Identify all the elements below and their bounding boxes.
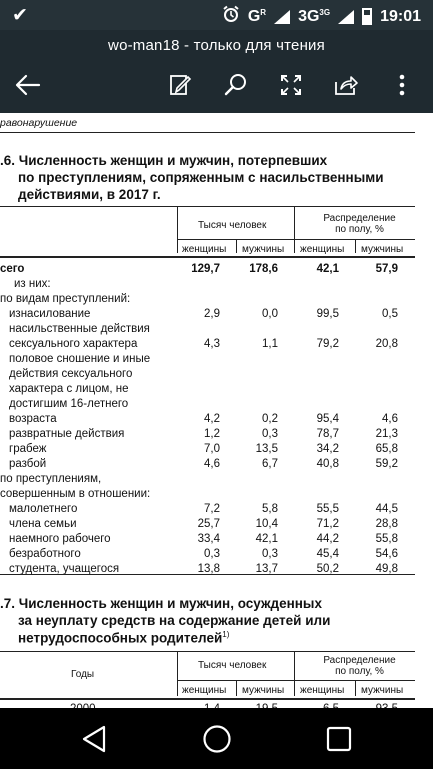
col-header-women-2: женщины [300,244,345,255]
table1-cell: 34,2 [316,443,339,455]
table1-cell: 42,1 [255,533,278,545]
table1-row-label: возраста [9,413,57,425]
navigation-bar [0,708,433,769]
status-bar [0,0,433,30]
table1-row-label: из них: [14,278,51,290]
table1-vline-3 [294,206,295,253]
app-bar [0,30,433,113]
table1-bottom-rule [0,574,415,575]
alarm-icon [222,5,240,28]
home-circle-icon[interactable] [200,722,234,756]
table1-title-line3: действиями, в 2017 г. [18,187,161,202]
edit-icon[interactable] [163,70,197,100]
network-type-1: $G^R$ [247,7,267,25]
table1-header-rule [0,256,415,258]
table1-cell: 4,6 [382,413,398,425]
status-icons [222,5,421,28]
t2-col-header-women-1: женщины [182,685,227,696]
back-arrow-icon[interactable] [11,70,45,100]
table1-row-label: безработного [9,548,81,560]
table2-group-header-distribution-2: по полу, % [335,666,384,677]
table1-cell: 45,4 [316,548,339,560]
table1-cell: 42,1 [316,263,339,275]
table1-row-label: члена семьи [9,518,77,530]
table1-cell: 7,2 [204,503,220,515]
table1-vline-2 [236,239,237,253]
back-triangle-icon[interactable] [77,722,111,756]
clock: 19:01 [380,7,421,25]
table2-vline-3 [294,651,295,696]
table1-row-label: по преступлениям, [0,473,102,485]
table1-cell: 1,2 [204,428,220,440]
table1-row-label: студента, учащегося [9,563,120,575]
table1-cell: 10,4 [255,518,278,530]
table1-cell: 55,8 [375,533,398,545]
table1-top-rule [0,206,415,207]
signal-icon-2 [338,10,354,24]
table1-header-subrule [177,239,415,240]
table1-group-header-distribution-1: Распределение [323,213,396,224]
table1-cell: 95,4 [316,413,339,425]
table1-row-label: характера с лицом, не [9,383,129,395]
table1-cell: 13,8 [197,563,220,575]
table1-row-label: развратные действия [9,428,125,440]
table2-header-subrule [177,680,415,681]
signal-icon-1 [274,10,290,24]
table1-cell: 7,0 [204,443,220,455]
table1-cell: 28,8 [375,518,398,530]
battery-icon [362,8,372,25]
table1-cell: 178,6 [249,263,278,275]
col-header-men-1: мужчины [242,244,285,255]
share-icon[interactable] [329,70,363,100]
download-complete-icon: ✔ [12,4,28,26]
table1-cell: 40,8 [316,458,339,470]
table1-cell: 0,2 [262,413,278,425]
table2-title-line2: за неуплату средств на содержание детей или [18,613,331,628]
table1-cell: 2,9 [204,308,220,320]
table2-title-line1: .7. Численность женщин и мужчин, осужденных [0,596,322,611]
t2-col-header-women-2: женщины [300,685,345,696]
t2-col-header-men-1: мужчины [242,685,285,696]
table2-group-header-thousands: Тысяч человек [198,660,267,671]
table1-title-line1: .6. Численность женщин и мужчин, потерпевших [0,153,328,168]
section-label: равонарушение [0,117,78,129]
table2-title-line3: нетрудоспособных родителей$^{1)}$ [18,630,230,646]
table1-row-label: достигшим 16-летнего [9,398,129,410]
document-title: wo-man18 - только для чтения [108,37,325,54]
table1-cell: 65,8 [375,443,398,455]
table2-group-header-distribution-1: Распределение [323,655,396,666]
table1-group-header-thousands: Тысяч человек [198,220,267,231]
table1-cell: 55,5 [316,503,339,515]
table1-cell: 25,7 [197,518,220,530]
table1-cell: 33,4 [197,533,220,545]
table1-row-label: действия сексуального [9,368,133,380]
table1-vline-4 [355,239,356,253]
fullscreen-icon[interactable] [274,70,308,100]
table1-cell: 79,2 [316,338,339,350]
table1-cell: 99,5 [316,308,339,320]
table1-vline-1 [177,206,178,253]
table1-cell: 78,7 [316,428,339,440]
table1-cell: 0,3 [262,428,278,440]
table1-cell: 4,3 [204,338,220,350]
table1-row-label: малолетнего [9,503,78,515]
table1-row-label: половое сношение и иные [9,353,151,365]
table1-row-label: грабеж [9,443,47,455]
table1-row-label: по видам преступлений: [0,293,131,305]
table1-cell: 44,5 [375,503,398,515]
table1-cell: 129,7 [191,263,220,275]
divider [0,132,415,133]
table2-vline-4 [355,680,356,696]
table1-cell: 59,2 [375,458,398,470]
table1-cell: 57,9 [375,263,398,275]
table1-cell: 71,2 [316,518,339,530]
recents-square-icon[interactable] [322,722,356,756]
table1-row-label: насильственные действия [9,323,150,335]
search-icon[interactable] [219,70,253,100]
table1-cell: 1,1 [262,338,278,350]
table1-row-label: наемного рабочего [9,533,111,545]
t2-col-header-men-2: мужчины [361,685,404,696]
table1-cell: 54,6 [375,548,398,560]
col-header-women-1: женщины [182,244,227,255]
table1-cell: 21,3 [375,428,398,440]
table1-cell: 0,0 [262,308,278,320]
table1-cell: 0,3 [262,548,278,560]
table1-group-header-distribution-2: по полу, % [335,224,384,235]
table1-row-label: разбой [9,458,47,470]
table2-header-rule [0,698,415,700]
col-header-men-2: мужчины [361,244,404,255]
network-type-2: $3G^{3G}$ [298,7,331,25]
table1-cell: 4,2 [204,413,220,425]
table2-top-rule [0,651,415,652]
table1-cell: 50,2 [316,563,339,575]
table1-cell: 49,8 [375,563,398,575]
more-vert-icon[interactable] [385,70,419,100]
table1-row-label: сего [0,263,25,275]
table1-cell: 5,8 [262,503,278,515]
document-page[interactable] [0,113,433,708]
table1-row-label: совершенным в отношении: [0,488,151,500]
table2-vline-2 [236,680,237,696]
table2-stub-header: Годы [71,669,95,680]
table1-title-line2: по преступлениям, сопряженным с насильственными [18,170,384,185]
table1-cell: 13,7 [255,563,278,575]
table2-vline-1 [177,651,178,696]
table1-cell: 0,3 [204,548,220,560]
table1-cell: 4,6 [204,458,220,470]
table1-row-label: сексуального характера [9,338,138,350]
table1-cell: 6,7 [262,458,278,470]
table1-cell: 44,2 [316,533,339,545]
table1-row-label: изнасилование [9,308,91,320]
table1-cell: 0,5 [382,308,398,320]
table1-cell: 13,5 [255,443,278,455]
table1-cell: 20,8 [375,338,398,350]
